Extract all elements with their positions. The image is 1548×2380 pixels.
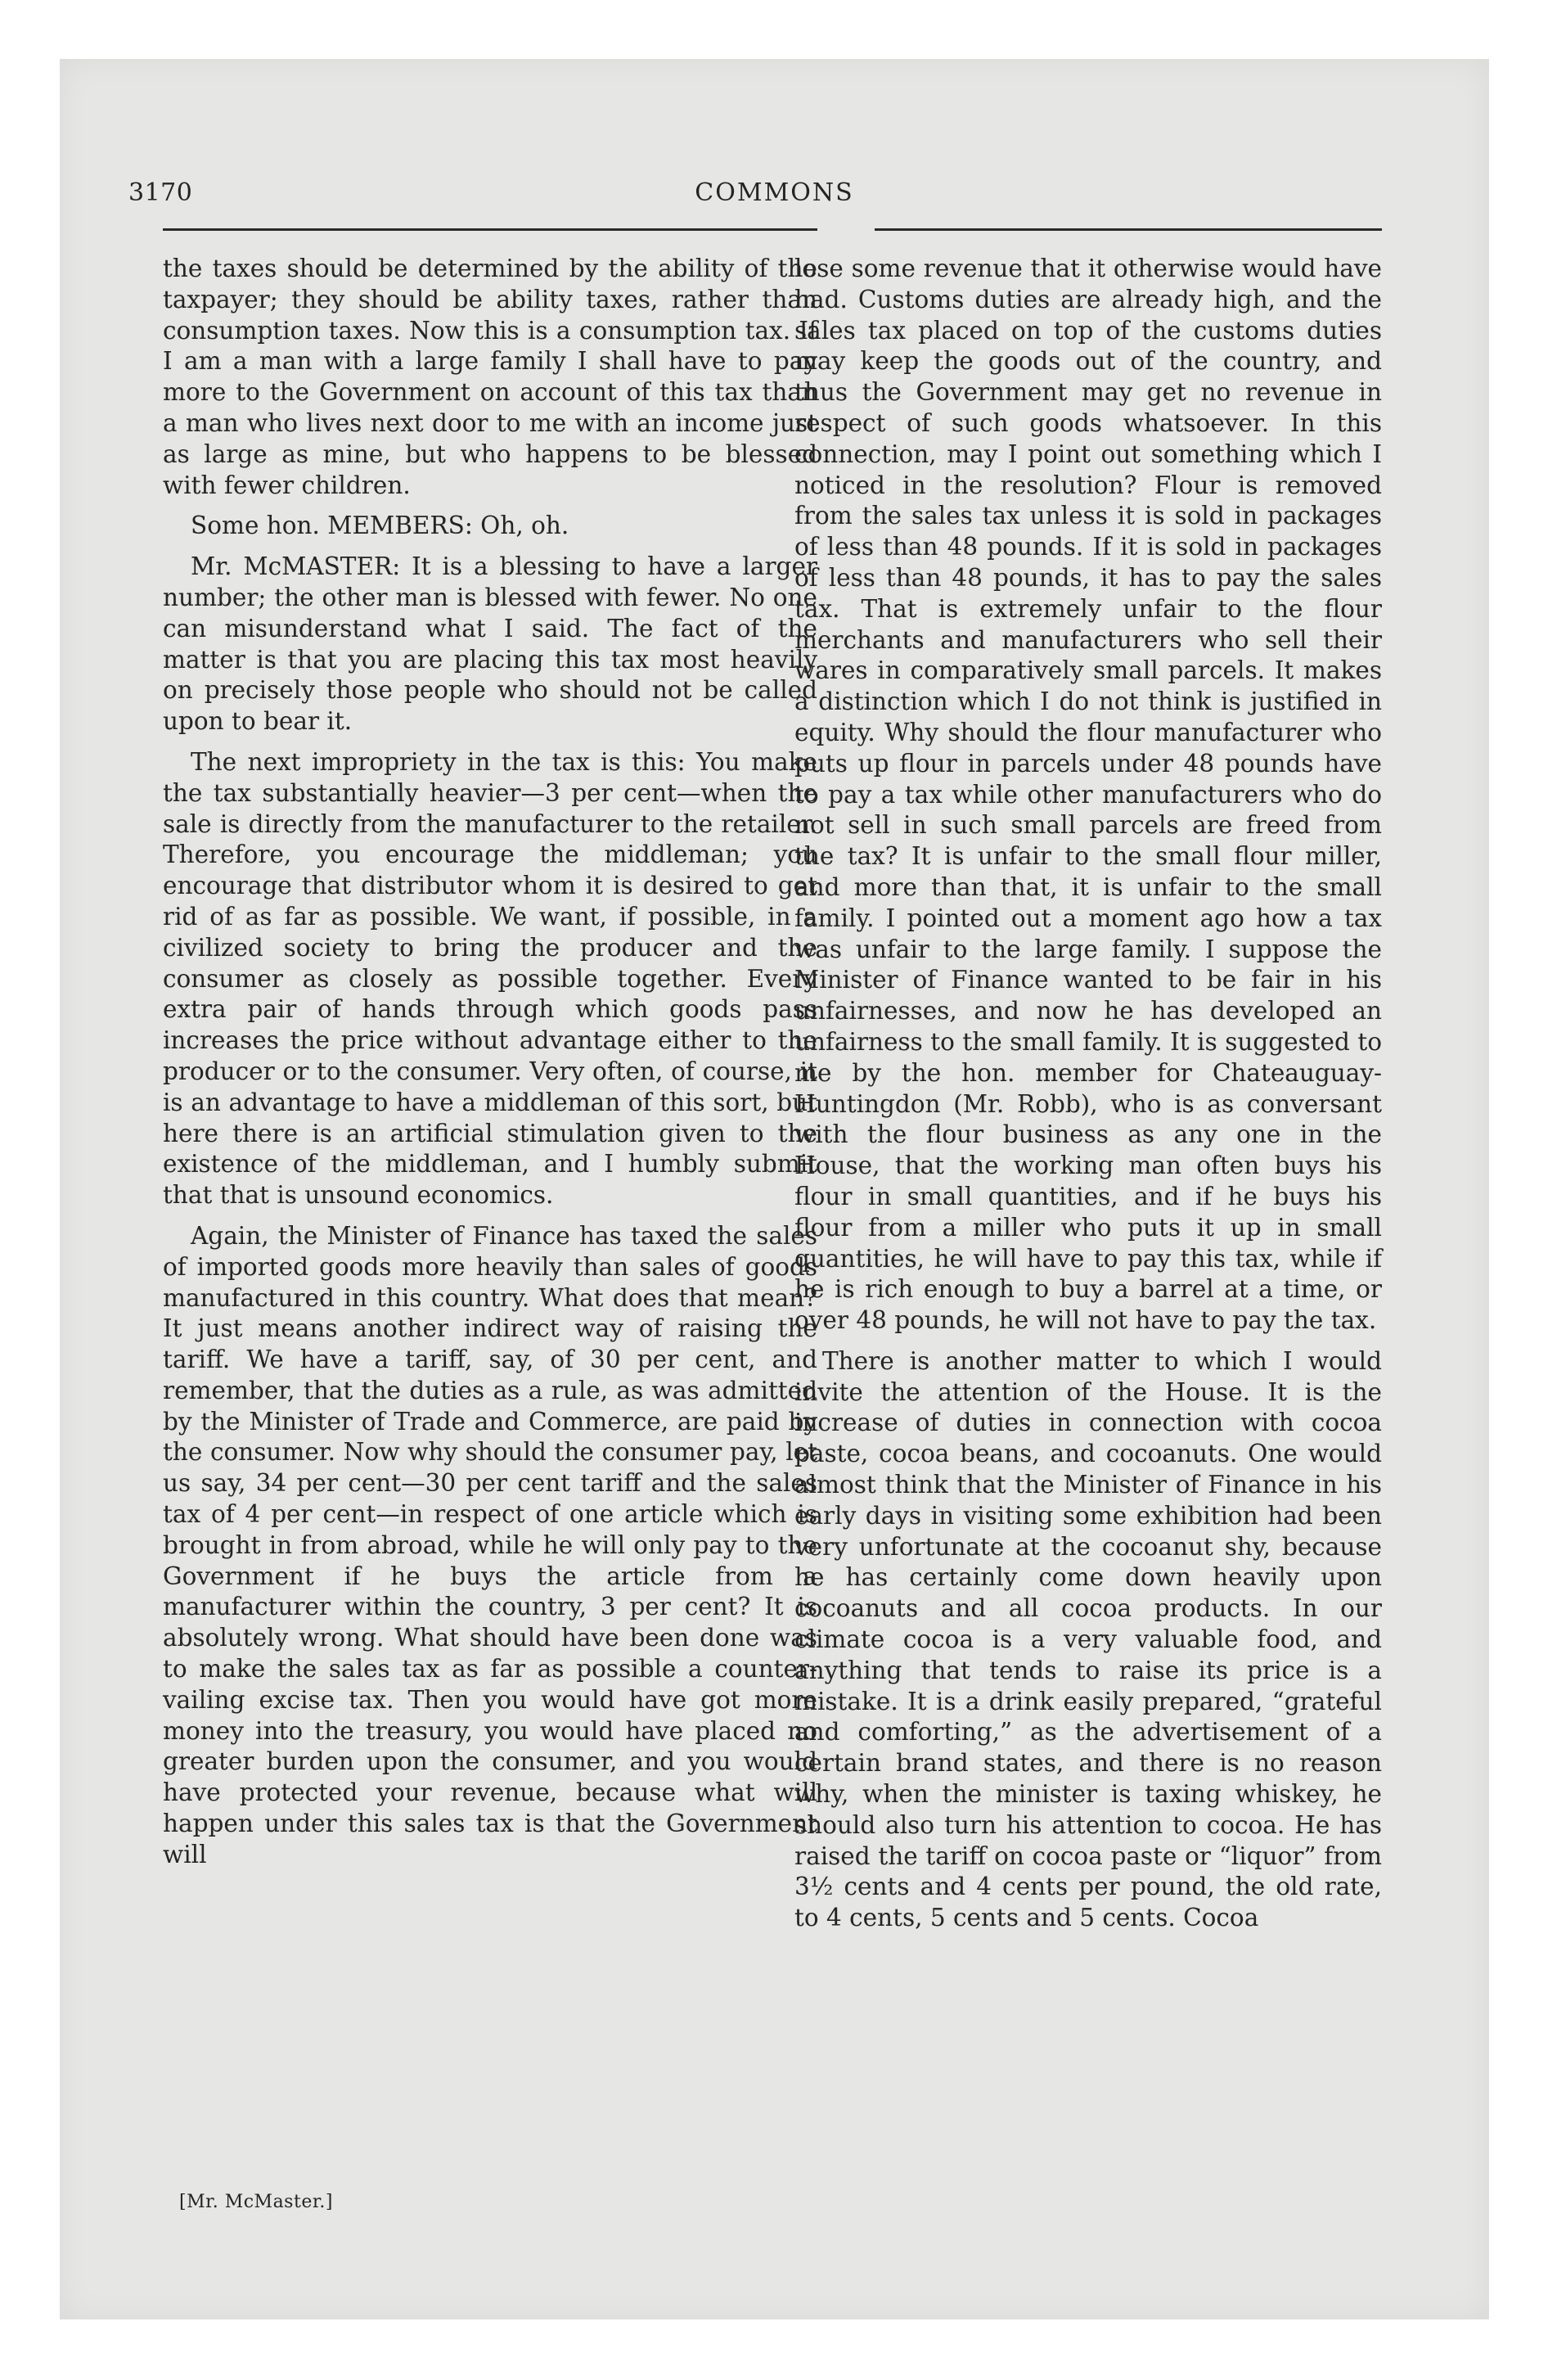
speaker-attribution: [Mr. McMaster.] [179, 2192, 334, 2212]
interjection: Some hon. MEMBERS: Oh, oh. [191, 512, 569, 540]
right-column [794, 254, 1382, 1944]
paragraph: There is another matter to which I would invite the attention of the House. It is the increase of duties in connection with cocoa paste, cocoa beans, and cocoanuts. One would almost think that the Minister of Finance in his early days in visiting some exhibition had been very unfortunate at the cocoanut shy, because he has certainly come down heavily upon cocoanuts and all cocoa products. In our climate cocoa is a very valuable food, and anything that tends to raise its price is a mistake. It is a drink easily prepared, “grateful and comforting,” as the advertisement of a certain brand states, and there is no reason why, when the minister is taxing whiskey, he should also turn his attention to cocoa. He has raised the tariff on cocoa paste or “liquor” from 3½ cents and 4 cents per pound, the old rate, to 4 cents, 5 cents and 5 cents. Cocoa [794, 1346, 1382, 1932]
header-rule-left [163, 228, 817, 231]
paragraph: the taxes should be determined by the ability of the taxpayer; they should be ability taxes, rather than consumption taxes. Now this is a consumption tax. If I am a man with a large family I shall have to pay more to the Government on account of this tax than a man who lives next door to me with an income just as large as mine, but who happens to be blessed with fewer children. [163, 255, 817, 499]
page-number: 3170 [128, 178, 193, 207]
left-column [163, 254, 817, 1881]
paragraph: Again, the Minister of Finance has taxed the sales of imported goods more heavily than sales of goods manufactured in this country. What does that mean? It just means another indirect way of raising the tariff. We have a tariff, say, of 30 per cent, and remember, that the duties as a rule, as was admitted by the Minister of Trade and Commerce, are paid by the consumer. Now why should the consumer pay, let us say, 34 per cent—30 per cent tariff and the sales tax of 4 per cent—in respect of one article which is brought in from abroad, while he will only pay to the Government if he buys the article from a manufacturer within the country, 3 per cent? It is absolutely wrong. What should have been done was to make the sales tax as far as possible a counter-vailing excise tax. Then you would have got more money into the treasury, you would have placed no greater burden upon the consumer, and you would have protected your revenue, because what will happen under this sales tax is that the Government will [163, 1221, 817, 1868]
scanned-page [60, 59, 1489, 2319]
running-head: COMMONS [695, 178, 854, 207]
paragraph: lose some revenue that it otherwise would have had. Customs duties are already high, and the sales tax placed on top of the customs duties may keep the goods out of the country, and thus the Government may get no revenue in respect of such goods whatsoever. In this connection, may I point out something which I noticed in the resolution? Flour is removed from the sales tax unless it is sold in packages of less than 48 pounds. If it is sold in packages of less than 48 pounds, it has to pay the sales tax. That is extremely unfair to the flour merchants and manufacturers who sell their wares in comparatively small parcels. It makes a distinction which I do not think is justified in equity. Why should the flour manufacturer who puts up flour in parcels under 48 pounds have to pay a tax while other manufacturers who do not sell in such small parcels are freed from the tax? It is unfair to the small flour miller, and more than that, it is unfair to the small family. I pointed out a moment ago how a tax was unfair to the large family. I suppose the Minister of Finance wanted to be fair in his unfairnesses, and now he has developed an unfairness to the small family. It is suggested to me by the hon. member for Chateauguay-Huntingdon (Mr. Robb), who is as conversant with the flour business as any one in the House, that the working man often buys his flour in small quantities, and if he buys his flour from a miller who puts it up in small quantities, he will have to pay this tax, while if he is rich enough to buy a barrel at a time, or over 48 pounds, he will not have to pay the tax. [794, 255, 1382, 1335]
paragraph: Mr. McMASTER: It is a blessing to have a larger number; the other man is blessed with fewer. No one can misunderstand what I said. The fact of the matter is that you are placing this tax most heavily on precisely those people who should not be called upon to bear it. [163, 552, 817, 736]
header-rule-right [875, 228, 1382, 231]
paragraph: The next impropriety in the tax is this: You make the tax substantially heavier—3 per cent—when the sale is directly from the manufacturer to the retailer. Therefore, you encourage the middleman; you encourage that distributor whom it is desired to get rid of as far as possible. We want, if possible, in a civilized society to bring the producer and the consumer as closely as possible together. Every extra pair of hands through which goods pass increases the price without advantage either to the producer or to the consumer. Very often, of course, it is an advantage to have a middleman of this sort, but here there is an artificial stimulation given to the existence of the middleman, and I humbly submit that that is unsound economics. [163, 747, 817, 1210]
